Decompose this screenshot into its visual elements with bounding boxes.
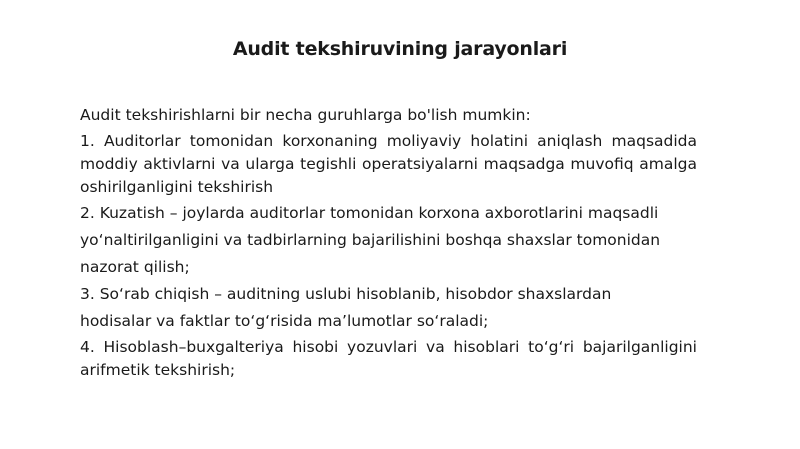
slide-body — [80, 104, 697, 382]
list-item-2-line-2: yo‘naltirilganligini va tadbirlarning bajarilishini boshqa shaxslar tomonidan — [80, 231, 661, 249]
list-item-2-line-1: 2. Kuzatish – joylarda auditorlar tomonidan korxona axborotlarini maqsadli — [80, 204, 659, 222]
slide-title: Audit tekshiruvining jarayonlari — [232, 38, 568, 60]
list-item-4: 4. Hisoblash–buxgalteriya hisobi yozuvlari va hisoblari to‘g‘ri bajarilganligini arifmetik tekshirish; — [80, 338, 697, 379]
list-item-2 — [80, 200, 697, 281]
list-item-3-line-1: 3. So‘rab chiqish – auditning uslubi hisoblanib, hisobdor shaxslardan — [80, 285, 612, 303]
list-item-2-line-3: nazorat qilish; — [80, 258, 190, 276]
list-item-3-line-2: hodisalar va faktlar to‘g‘risida ma’lumotlar so‘raladi; — [80, 312, 489, 330]
list-item-3 — [80, 281, 697, 335]
intro-text: Audit tekshirishlarni bir necha guruhlarga bo'lish mumkin: — [80, 106, 531, 124]
list-item-1: 1. Auditorlar tomonidan korxonaning moliyaviy holatini aniqlash maqsadida moddiy aktivlarni va ularga tegishli operatsiyalarni maqsadga muvofiq amalga oshirilganligini tekshirish — [80, 132, 697, 196]
